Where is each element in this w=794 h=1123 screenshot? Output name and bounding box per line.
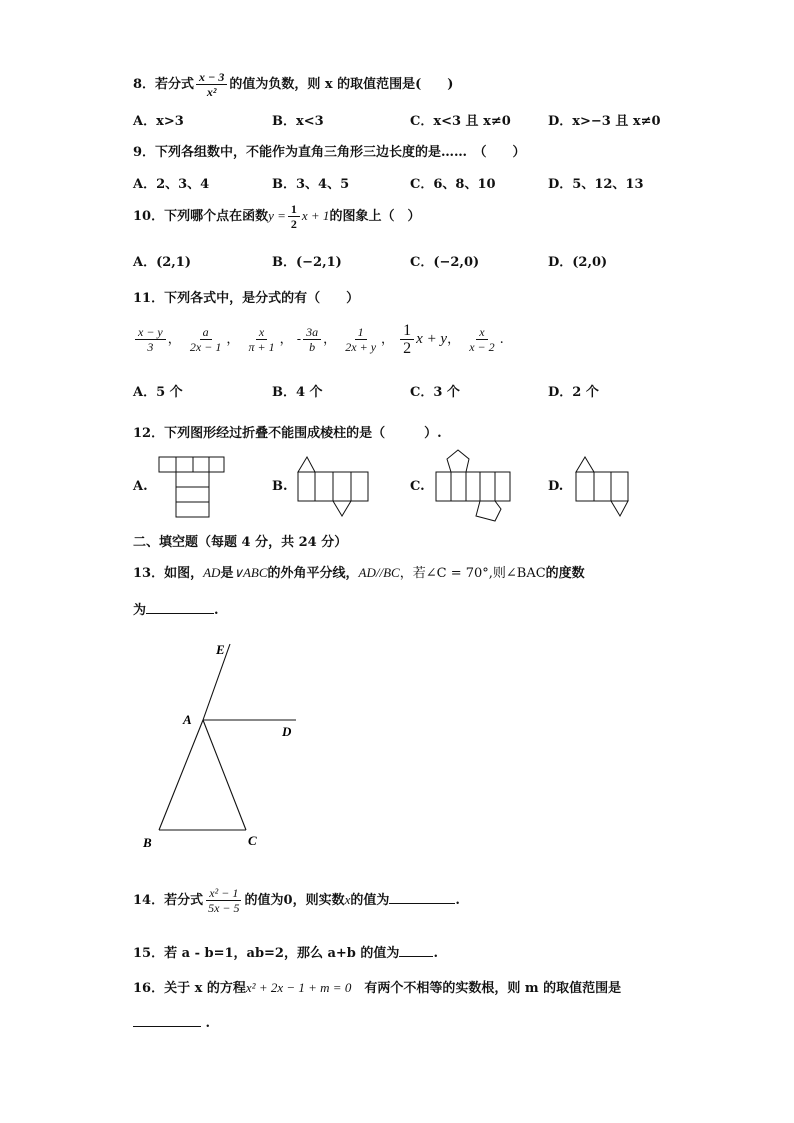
q11-option-a: A．5 个 [133, 385, 183, 400]
q13-stem-line2: 为 . [133, 603, 219, 618]
q14-post-b: 的值为 [350, 893, 390, 908]
net-c-shape [436, 450, 510, 521]
label-d: D [282, 724, 292, 739]
q8-number: 8．若分式 [133, 77, 195, 92]
q11-frac-7-num: x [476, 325, 487, 340]
label-c: C [248, 833, 257, 848]
label-e: E [216, 642, 225, 657]
q13-degrees: 的度数 [545, 566, 585, 581]
q10-option-c: C．(−2,0) [410, 255, 480, 270]
q16-equation: x² + 2x − 1 + m = 0 [245, 980, 352, 995]
q11-frac-6-num: 1 [400, 322, 414, 340]
q16-end: . [205, 1016, 211, 1031]
q10-frac-num: 1 [288, 202, 300, 217]
q13-answer-blank[interactable] [146, 613, 214, 614]
q15-answer-blank[interactable] [399, 956, 433, 957]
net-d-shape [576, 457, 628, 516]
q11-frac-1-num: x − y [135, 325, 166, 340]
q13-angle-bac: 则∠BAC [492, 566, 546, 581]
q14-frac-den: 5x − 5 [208, 901, 240, 915]
net-a-shape [159, 457, 224, 517]
q12-nets-figure [0, 0, 794, 530]
q13-intro: 13．如图， [133, 566, 204, 581]
q11-frac-7-den: x − 2 [469, 340, 495, 354]
section-2-heading: 二、填空题（每题 4 分，共 24 分） [133, 535, 348, 550]
q11-expressions: $\frac{x - y}{3}$ ， $\frac{a}{2x - 1}$ ， $\frac{x}{\pi + 1}$ ， - $\frac{3a}{b}$ ， $\frac{1}{2x + y}$ ， $\frac{1}{2}$ x + y， $\frac{x}{x - 2}$ . [133, 322, 504, 357]
q11-neg-sign: - [296, 332, 302, 347]
q11-frac-3-den: π + 1 [248, 340, 275, 354]
q9-stem: 9．下列各组数中，不能作为直角三角形三边长度的是…… （ ） [133, 145, 526, 160]
q13-angle-c: ，若∠C = 70°, [399, 566, 493, 581]
q12-label-c: C. [410, 479, 425, 494]
q16-answer-blank[interactable] [133, 1026, 201, 1027]
q13-ad: AD [203, 565, 221, 580]
q8-frac-den: x² [206, 85, 217, 99]
q11-frac-6-den: 2 [403, 340, 412, 357]
q14-frac-num: x² − 1 [206, 886, 241, 901]
q8-rest: 的值为负数，则 x 的取值范围是( ) [229, 77, 454, 92]
q13-bisector: 的外角平分线， [267, 566, 359, 581]
line-ab [159, 720, 203, 830]
q14-stem: 14．若分式 $\frac{\text{x² − 1}}{5x - 5}$ 的值为0，则实数x的值为 . [133, 886, 460, 915]
q10-func-rest: x + 1 [301, 208, 330, 223]
q11-option-b: B．4 个 [272, 385, 323, 400]
q14-pre: 14．若分式 [133, 893, 204, 908]
q14-answer-blank[interactable] [389, 903, 455, 904]
q11-frac-5-den: 2x + y [345, 340, 377, 354]
label-b: B [143, 835, 152, 850]
q14-post-a: 的值为0，则实数 [244, 893, 345, 908]
q10-option-b: B．(−2,1) [272, 255, 342, 270]
q13-stem-line1 [133, 562, 585, 581]
net-b-shape [298, 457, 368, 516]
q13-is: 是 [220, 566, 234, 581]
q16-pre: 16．关于 x 的方程 [133, 981, 246, 996]
q16-post: 有两个不相等的实数根，则 m 的取值范围是 [364, 981, 622, 996]
q8-option-b: B．x<3 [272, 114, 324, 129]
q14-fraction [205, 886, 242, 915]
q13-geometry-figure [0, 630, 794, 855]
label-a: A [183, 712, 192, 727]
q13-parallel: AD//BC [358, 565, 400, 580]
q11-frac-2-den: 2x − 1 [189, 340, 222, 354]
q11-frac-4-den: b [309, 340, 316, 354]
q10-func-y: y = [268, 208, 286, 223]
q12-stem: 12．下列图形经过折叠不能围成棱柱的是（ ）. [133, 426, 442, 441]
q16-answer-line [133, 1016, 210, 1031]
q11-frac-5-num: 1 [355, 325, 367, 340]
q12-label-d: D. [548, 479, 564, 494]
q10-post: 的图象上（ ） [329, 209, 421, 224]
q10-option-a: A．(2,1) [133, 255, 192, 270]
q8-option-d: D．x>−3 且 x≠0 [548, 114, 661, 129]
q11-frac-4-num: 3a [303, 325, 321, 340]
q11-option-c: C．3 个 [410, 385, 460, 400]
q11-option-d: D．2 个 [548, 385, 599, 400]
q9-option-b: B．3、4、5 [272, 177, 350, 192]
q14-x: x [344, 892, 351, 907]
q11-frac-3-num: x [256, 325, 267, 340]
q13-triangle: ∨ABC [233, 565, 268, 580]
q10-frac-den: 2 [290, 217, 297, 231]
q16-stem [133, 977, 621, 996]
line-ac [203, 720, 246, 830]
q8-option-a: A．x>3 [133, 114, 184, 129]
q12-label-a: A. [133, 479, 148, 494]
q11-frac-2-num: a [200, 325, 212, 340]
q11-frac-1-den: 3 [147, 340, 154, 354]
q11-term6-rest: x + y [416, 331, 448, 347]
q13-answer-prefix: 为 [133, 603, 147, 618]
q9-option-a: A．2、3、4 [133, 177, 210, 192]
q10-pre: 10．下列哪个点在函数 [133, 209, 269, 224]
q10-option-d: D．(2,0) [548, 255, 608, 270]
q15-stem: 15．若 a - b=1，ab=2，那么 a+b 的值为 . [133, 946, 438, 961]
q8-frac-num: x − 3 [196, 70, 227, 85]
q9-option-d: D．5、12、13 [548, 177, 644, 192]
q8-option-c: C．x<3 且 x≠0 [410, 114, 511, 129]
q9-option-c: C．6、8、10 [410, 177, 496, 192]
q11-stem: 11．下列各式中，是分式的有（ ） [133, 291, 360, 306]
q12-label-b: B. [272, 479, 288, 494]
q15-text: 15．若 a - b=1，ab=2，那么 a+b 的值为 [133, 946, 400, 961]
